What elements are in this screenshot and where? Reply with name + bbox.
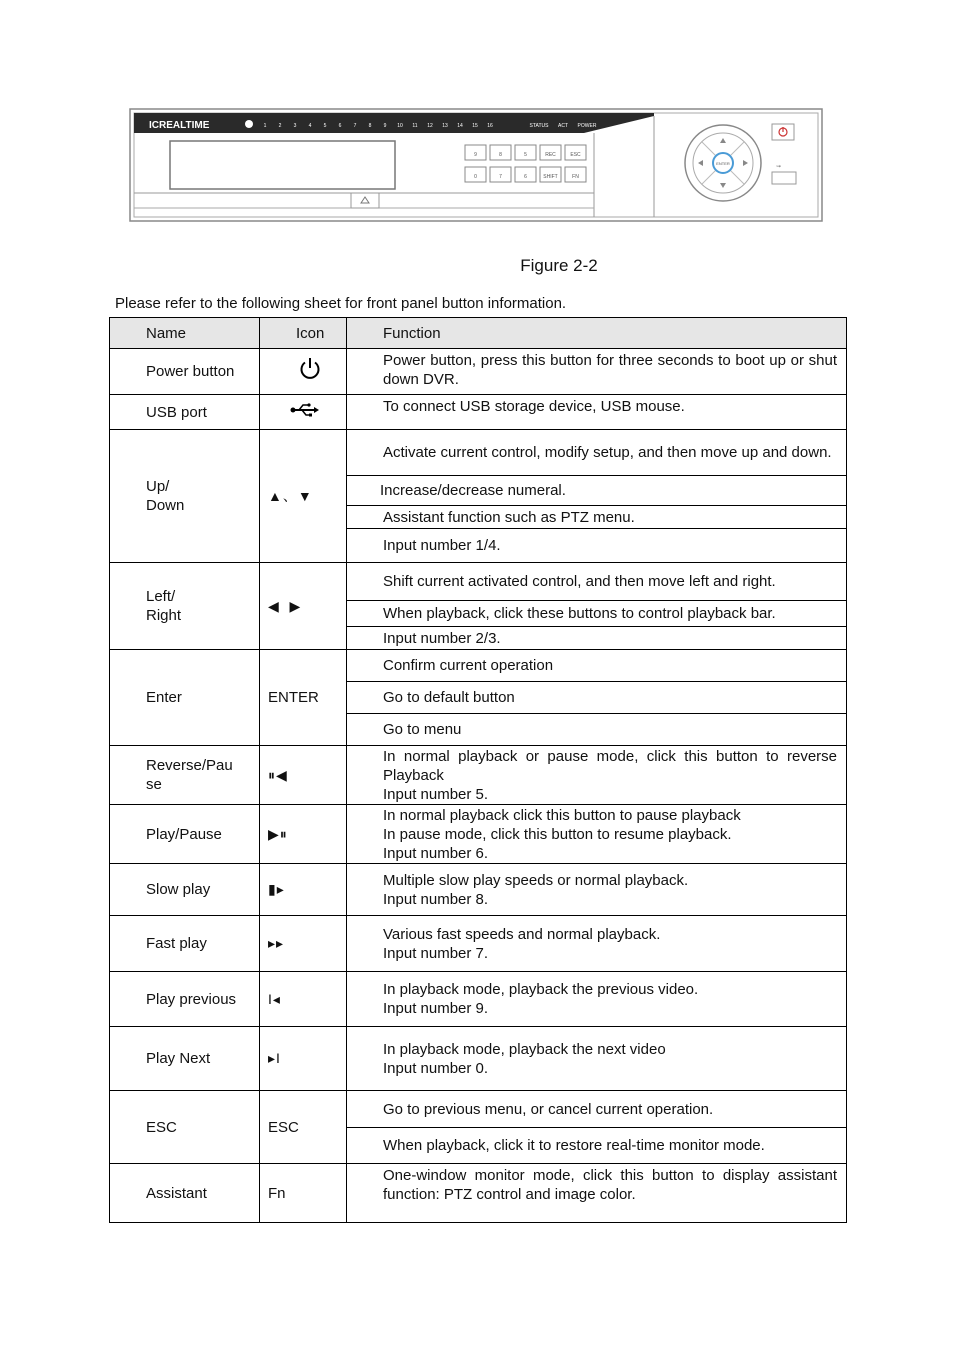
status-indicator-label: ACT bbox=[558, 123, 568, 129]
row-function: Input number 1/4. bbox=[347, 529, 847, 563]
panel-button-label: ESC bbox=[570, 152, 581, 158]
header-function: Function bbox=[347, 318, 847, 349]
row-function: To connect USB storage device, USB mouse. bbox=[347, 395, 847, 430]
front-panel-button-table bbox=[109, 317, 847, 1223]
row-name: Play Next bbox=[110, 1027, 260, 1091]
up-down-arrow-icon: ▲、▼ bbox=[260, 430, 347, 563]
row-function: Increase/decrease numeral. bbox=[347, 476, 847, 506]
channel-indicator-label: 1 bbox=[263, 123, 267, 129]
row-name: Slow play bbox=[110, 864, 260, 916]
row-function: Multiple slow play speeds or normal playback. Input number 8. bbox=[347, 864, 847, 916]
panel-button-label: FN bbox=[572, 174, 579, 180]
panel-button-label: 5 bbox=[524, 152, 527, 158]
channel-indicator-label: 3 bbox=[293, 123, 297, 129]
table-row bbox=[110, 864, 847, 916]
row-function: Various fast speeds and normal playback. Input number 7. bbox=[347, 916, 847, 972]
status-indicator-label: POWER bbox=[577, 123, 597, 129]
channel-indicator-label: 10 bbox=[397, 123, 403, 129]
row-name: Play/Pause bbox=[110, 805, 260, 864]
channel-indicator-label: 11 bbox=[412, 123, 418, 129]
channel-indicator-label: 9 bbox=[383, 123, 387, 129]
brand-logo: ICREALTIME bbox=[149, 120, 210, 131]
header-icon: Icon bbox=[260, 318, 347, 349]
enter-label: ENTER bbox=[260, 650, 347, 746]
display-window bbox=[170, 141, 395, 189]
row-function: Power button, press this button for three seconds to boot up or shut down DVR. bbox=[347, 349, 847, 395]
table-row bbox=[110, 563, 847, 601]
usb-icon: ⇝ bbox=[776, 164, 782, 170]
row-function: In playback mode, playback the previous video. Input number 9. bbox=[347, 972, 847, 1027]
table-row bbox=[110, 746, 847, 805]
row-name: Play previous bbox=[110, 972, 260, 1027]
row-name: Reverse/Pau se bbox=[110, 746, 260, 805]
front-panel-drawing bbox=[129, 108, 823, 222]
slow-play-icon: ▮▸ bbox=[260, 864, 347, 916]
eject-button[interactable] bbox=[351, 193, 379, 208]
row-name: Power button bbox=[110, 349, 260, 395]
row-function: Confirm current operation bbox=[347, 650, 847, 682]
table-row bbox=[110, 1091, 847, 1128]
table-row bbox=[110, 805, 847, 864]
esc-label: ESC bbox=[260, 1091, 347, 1164]
table-header-row bbox=[110, 318, 847, 349]
row-name: Left/ Right bbox=[110, 563, 260, 650]
row-function: Shift current activated control, and then move left and right. bbox=[347, 563, 847, 601]
row-function: Activate current control, modify setup, and then move up and down. bbox=[347, 430, 847, 476]
panel-button-label: 7 bbox=[499, 174, 502, 180]
channel-indicator-label: 6 bbox=[338, 123, 342, 129]
fast-play-icon: ▸▸ bbox=[260, 916, 347, 972]
usb-port[interactable] bbox=[772, 172, 796, 184]
remote-sensor-icon bbox=[245, 120, 253, 128]
row-function: In playback mode, playback the next video Input number 0. bbox=[347, 1027, 847, 1091]
channel-indicator-label: 5 bbox=[323, 123, 327, 129]
channel-indicator-label: 16 bbox=[487, 123, 493, 129]
status-indicator-label: STATUS bbox=[529, 123, 549, 129]
table-row bbox=[110, 650, 847, 682]
table-row bbox=[110, 395, 847, 430]
row-function: When playback, click it to restore real-time monitor mode. bbox=[347, 1128, 847, 1164]
table-row bbox=[110, 430, 847, 476]
row-function: One-window monitor mode, click this button to display assistant function: PTZ control and image color. bbox=[347, 1164, 847, 1223]
table-row bbox=[110, 1164, 847, 1223]
figure-caption: Figure 2-2 bbox=[520, 256, 598, 275]
channel-indicator-label: 14 bbox=[457, 123, 463, 129]
panel-button-label: REC bbox=[545, 152, 556, 158]
row-function: Go to previous menu, or cancel current operation. bbox=[347, 1091, 847, 1128]
row-name: ESC bbox=[110, 1091, 260, 1164]
intro-text: Please refer to the following sheet for front panel button information. bbox=[115, 295, 567, 312]
channel-indicator-label: 7 bbox=[353, 123, 357, 129]
header-name: Name bbox=[110, 318, 260, 349]
panel-button-label: 6 bbox=[524, 174, 527, 180]
row-name: Assistant bbox=[110, 1164, 260, 1223]
reverse-pause-icon: ⏸◀ bbox=[260, 746, 347, 805]
svg-text:ENTER: ENTER bbox=[716, 161, 730, 166]
fn-label: Fn bbox=[260, 1164, 347, 1223]
row-function: In normal playback or pause mode, click this button to reverse Playback Input number 5. bbox=[347, 746, 847, 805]
direction-pad[interactable] bbox=[685, 125, 761, 201]
table-row bbox=[110, 1027, 847, 1091]
play-pause-icon: ▶⏸ bbox=[260, 805, 347, 864]
panel-button-label: SHIFT bbox=[543, 174, 558, 180]
row-name: USB port bbox=[110, 395, 260, 430]
channel-indicator-label: 4 bbox=[308, 123, 312, 129]
left-right-arrow-icon: ◀ ▶ bbox=[260, 563, 347, 650]
channel-indicator-label: 8 bbox=[368, 123, 372, 129]
play-next-icon: ▸I bbox=[260, 1027, 347, 1091]
table-row bbox=[110, 972, 847, 1027]
row-function: Assistant function such as PTZ menu. bbox=[347, 506, 847, 529]
channel-indicator-label: 2 bbox=[278, 123, 282, 129]
row-name: Enter bbox=[110, 650, 260, 746]
row-function: In normal playback click this button to pause playback In pause mode, click this button to resume playback. Input number 6. bbox=[347, 805, 847, 864]
table-row bbox=[110, 916, 847, 972]
row-function: When playback, click these buttons to control playback bar. bbox=[347, 601, 847, 627]
channel-indicator-label: 13 bbox=[442, 123, 448, 129]
table-row bbox=[110, 349, 847, 395]
panel-button-label: 9 bbox=[474, 152, 477, 158]
row-function: Go to default button bbox=[347, 682, 847, 714]
panel-top-band bbox=[134, 113, 654, 133]
usb-icon bbox=[260, 395, 347, 430]
power-icon bbox=[260, 349, 347, 395]
row-function: Input number 2/3. bbox=[347, 627, 847, 650]
panel-button-label: 0 bbox=[474, 174, 477, 180]
play-previous-icon: I◂ bbox=[260, 972, 347, 1027]
row-function: Go to menu bbox=[347, 714, 847, 746]
panel-button-label: 8 bbox=[499, 152, 502, 158]
channel-indicator-label: 12 bbox=[427, 123, 433, 129]
front-panel-figure bbox=[129, 108, 823, 222]
channel-indicator-label: 15 bbox=[472, 123, 478, 129]
row-name: Fast play bbox=[110, 916, 260, 972]
row-name: Up/ Down bbox=[110, 430, 260, 563]
